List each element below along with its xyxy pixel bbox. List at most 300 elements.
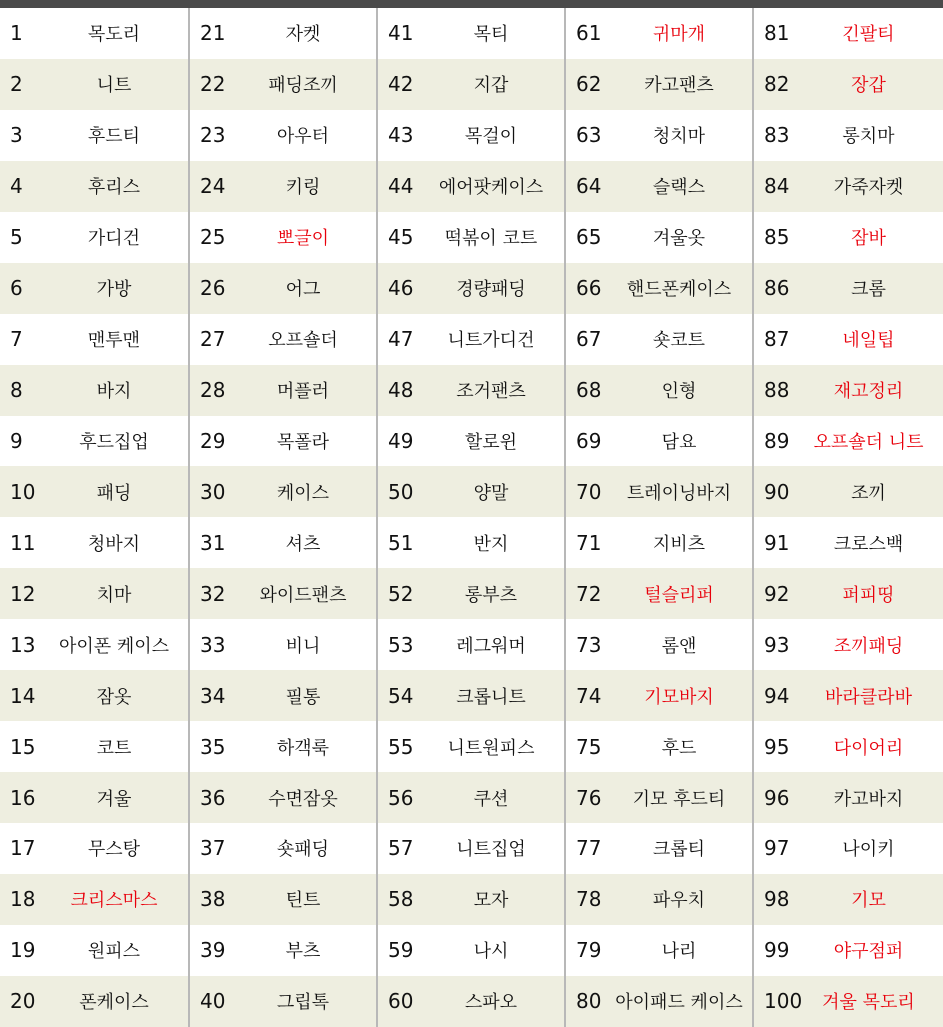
ranking-row — [754, 263, 943, 314]
keyword-label: 가방 — [96, 279, 132, 301]
keyword-label: 기모바지 — [644, 686, 714, 708]
keyword-label: 가죽자켓 — [833, 177, 904, 199]
keyword-label: 기모 — [851, 890, 886, 912]
keyword-label: 치마 — [96, 584, 132, 606]
keyword-label: 스파오 — [464, 992, 518, 1014]
ranking-row — [0, 365, 188, 416]
ranking-row — [378, 314, 564, 365]
rank-number: 17 — [10, 836, 36, 861]
keyword-label: 맨투맨 — [87, 330, 141, 352]
ranking-row — [754, 212, 943, 263]
rank-number: 60 — [388, 989, 414, 1014]
ranking-row — [378, 517, 564, 568]
rank-number: 18 — [10, 887, 36, 912]
ranking-column — [188, 8, 376, 1027]
rank-number: 94 — [764, 683, 790, 708]
rank-number: 31 — [200, 530, 226, 555]
keyword-label: 네일팁 — [842, 330, 895, 352]
rank-number: 80 — [576, 989, 602, 1014]
keyword-label: 패딩 — [96, 482, 132, 504]
rank-number: 47 — [388, 327, 414, 352]
keyword-label: 쿠션 — [473, 788, 509, 810]
rank-number: 75 — [576, 734, 602, 759]
rank-number: 49 — [388, 428, 414, 453]
rank-number: 26 — [200, 276, 226, 301]
keyword-label: 야구점퍼 — [833, 941, 904, 963]
top-bar — [0, 0, 943, 8]
keyword-label: 머플러 — [276, 381, 330, 403]
keyword-label: 에어팟케이스 — [438, 177, 544, 199]
rank-number: 87 — [764, 327, 790, 352]
rank-number: 35 — [200, 734, 226, 759]
rank-number: 36 — [200, 785, 226, 810]
ranking-row — [0, 59, 188, 110]
keyword-label: 카고팬츠 — [644, 75, 714, 97]
keyword-label: 잠옷 — [96, 686, 132, 708]
ranking-row — [0, 161, 188, 212]
rank-number: 25 — [200, 225, 226, 250]
rank-number: 51 — [388, 530, 414, 555]
ranking-row — [378, 772, 564, 823]
ranking-row — [0, 466, 188, 517]
keyword-label: 케이스 — [276, 482, 330, 504]
rank-number: 86 — [764, 276, 790, 301]
rank-number: 42 — [388, 72, 414, 97]
rank-number: 52 — [388, 581, 414, 606]
ranking-row — [378, 925, 564, 976]
rank-number: 40 — [200, 989, 226, 1014]
ranking-row — [378, 161, 564, 212]
keyword-label: 패딩조끼 — [268, 75, 338, 97]
ranking-row — [0, 925, 188, 976]
keyword-label: 니트가디건 — [447, 330, 535, 352]
keyword-label: 나시 — [473, 941, 509, 963]
ranking-row — [378, 263, 564, 314]
ranking-row — [190, 8, 376, 59]
keyword-label: 장갑 — [851, 75, 886, 97]
rank-number: 76 — [576, 785, 602, 810]
ranking-row — [566, 314, 752, 365]
rank-number: 28 — [200, 378, 226, 403]
ranking-row — [754, 8, 943, 59]
ranking-row — [190, 823, 376, 874]
ranking-row — [0, 416, 188, 467]
ranking-row — [378, 365, 564, 416]
keyword-label: 바라클라바 — [825, 686, 912, 708]
rank-number: 97 — [764, 836, 790, 861]
rank-number: 59 — [388, 938, 414, 963]
keyword-label: 셔츠 — [285, 533, 321, 555]
ranking-row — [378, 874, 564, 925]
ranking-row — [566, 110, 752, 161]
ranking-row — [566, 517, 752, 568]
ranking-row — [378, 568, 564, 619]
keyword-label: 귀마개 — [652, 24, 706, 46]
keyword-label: 코트 — [96, 737, 132, 759]
ranking-row — [754, 670, 943, 721]
ranking-row — [190, 772, 376, 823]
ranking-row — [566, 8, 752, 59]
rank-number: 48 — [388, 378, 414, 403]
ranking-row — [0, 314, 188, 365]
ranking-row — [566, 721, 752, 772]
rank-number: 1 — [10, 21, 23, 46]
ranking-row — [378, 670, 564, 721]
ranking-row — [190, 314, 376, 365]
rank-number: 5 — [10, 225, 23, 250]
keyword-label: 청치마 — [652, 126, 706, 148]
ranking-row — [754, 314, 943, 365]
rank-number: 62 — [576, 72, 602, 97]
rank-number: 65 — [576, 225, 602, 250]
rank-number: 32 — [200, 581, 226, 606]
keyword-label: 비니 — [285, 635, 321, 657]
ranking-row — [754, 365, 943, 416]
rank-number: 46 — [388, 276, 414, 301]
keyword-label: 니트 — [96, 75, 132, 97]
keyword-label: 자켓 — [285, 24, 321, 46]
ranking-row — [190, 416, 376, 467]
keyword-label: 와이드팬츠 — [259, 584, 347, 606]
rank-number: 83 — [764, 123, 790, 148]
rank-number: 100 — [764, 989, 803, 1014]
keyword-label: 긴팔티 — [842, 24, 895, 46]
rank-number: 16 — [10, 785, 36, 810]
rank-number: 4 — [10, 174, 23, 199]
rank-number: 84 — [764, 174, 790, 199]
keyword-label: 반지 — [473, 533, 509, 555]
keyword-label: 기모 후드티 — [632, 788, 726, 810]
keyword-label: 오프숄더 니트 — [813, 431, 924, 453]
keyword-label: 털슬리퍼 — [644, 584, 714, 606]
keyword-label: 인형 — [661, 381, 697, 403]
ranking-row — [378, 8, 564, 59]
keyword-label: 필통 — [285, 686, 321, 708]
rank-number: 39 — [200, 938, 226, 963]
rank-number: 74 — [576, 683, 602, 708]
rank-number: 12 — [10, 581, 36, 606]
rank-number: 22 — [200, 72, 226, 97]
ranking-row — [754, 416, 943, 467]
ranking-row — [0, 110, 188, 161]
keyword-label: 크리스마스 — [70, 890, 158, 912]
ranking-row — [754, 976, 943, 1027]
rank-number: 44 — [388, 174, 414, 199]
ranking-row — [378, 619, 564, 670]
ranking-row — [566, 619, 752, 670]
rank-number: 45 — [388, 225, 414, 250]
keyword-label: 겨울 — [96, 788, 132, 810]
keyword-label: 목폴라 — [276, 431, 330, 453]
ranking-row — [378, 59, 564, 110]
rank-number: 27 — [200, 327, 226, 352]
keyword-label: 지갑 — [473, 75, 509, 97]
rank-number: 24 — [200, 174, 226, 199]
keyword-label: 양말 — [473, 482, 509, 504]
keyword-label: 재고정리 — [833, 381, 904, 403]
ranking-row — [566, 59, 752, 110]
ranking-row — [754, 619, 943, 670]
keyword-label: 후드티 — [87, 126, 141, 148]
rank-number: 19 — [10, 938, 36, 963]
ranking-row — [754, 823, 943, 874]
keyword-label: 폰케이스 — [79, 992, 149, 1014]
keyword-label: 나이키 — [842, 839, 895, 861]
rank-number: 41 — [388, 21, 414, 46]
keyword-label: 바지 — [96, 381, 132, 403]
rank-number: 72 — [576, 581, 602, 606]
rank-number: 92 — [764, 581, 790, 606]
keyword-label: 퍼피띵 — [842, 584, 895, 606]
keyword-label: 무스탕 — [87, 839, 141, 861]
ranking-row — [190, 568, 376, 619]
ranking-row — [566, 976, 752, 1027]
keyword-label: 목걸이 — [464, 126, 518, 148]
keyword-label: 그립톡 — [276, 992, 330, 1014]
ranking-row — [378, 976, 564, 1027]
keyword-label: 잠바 — [851, 228, 886, 250]
ranking-row — [190, 466, 376, 517]
ranking-row — [190, 874, 376, 925]
keyword-label: 지비츠 — [652, 533, 706, 555]
rank-number: 73 — [576, 632, 602, 657]
ranking-row — [190, 110, 376, 161]
rank-number: 61 — [576, 21, 602, 46]
ranking-row — [754, 568, 943, 619]
keyword-label: 파우치 — [652, 890, 706, 912]
ranking-row — [190, 59, 376, 110]
rank-number: 8 — [10, 378, 23, 403]
keyword-label: 뽀글이 — [276, 228, 330, 250]
keyword-label: 아우터 — [276, 126, 330, 148]
ranking-row — [378, 110, 564, 161]
ranking-row — [754, 925, 943, 976]
ranking-row — [0, 8, 188, 59]
keyword-label: 슬랙스 — [652, 177, 706, 199]
rank-number: 68 — [576, 378, 602, 403]
keyword-label: 모자 — [473, 890, 509, 912]
keyword-label: 목티 — [473, 24, 509, 46]
ranking-row — [0, 721, 188, 772]
ranking-row — [0, 619, 188, 670]
ranking-row — [566, 670, 752, 721]
rank-number: 91 — [764, 530, 790, 555]
rank-number: 20 — [10, 989, 36, 1014]
ranking-row — [378, 466, 564, 517]
keyword-label: 아이패드 케이스 — [615, 992, 743, 1014]
ranking-row — [378, 416, 564, 467]
ranking-row — [566, 823, 752, 874]
keyword-label: 겨울옷 — [652, 228, 706, 250]
rank-number: 82 — [764, 72, 790, 97]
ranking-row — [0, 212, 188, 263]
keyword-label: 오프숄더 — [268, 330, 338, 352]
ranking-row — [0, 976, 188, 1027]
rank-number: 43 — [388, 123, 414, 148]
keyword-label: 다이어리 — [833, 737, 904, 759]
rank-number: 53 — [388, 632, 414, 657]
ranking-row — [190, 925, 376, 976]
ranking-row — [378, 721, 564, 772]
rank-number: 79 — [576, 938, 602, 963]
ranking-row — [190, 670, 376, 721]
ranking-row — [0, 263, 188, 314]
rank-number: 96 — [764, 785, 790, 810]
rank-number: 23 — [200, 123, 226, 148]
keyword-label: 숏패딩 — [276, 839, 330, 861]
ranking-row — [190, 517, 376, 568]
rank-number: 13 — [10, 632, 36, 657]
rank-number: 81 — [764, 21, 790, 46]
rank-number: 33 — [200, 632, 226, 657]
rank-number: 15 — [10, 734, 36, 759]
ranking-row — [0, 568, 188, 619]
keyword-label: 원피스 — [87, 941, 141, 963]
keyword-label: 경량패딩 — [456, 279, 526, 301]
rank-number: 90 — [764, 479, 790, 504]
keyword-label: 겨울 목도리 — [822, 992, 915, 1014]
ranking-row — [754, 874, 943, 925]
keyword-label: 크로스백 — [833, 533, 904, 555]
ranking-row — [754, 721, 943, 772]
keyword-label: 크롭티 — [652, 839, 706, 861]
keyword-label: 후리스 — [87, 177, 141, 199]
keyword-label: 롱부츠 — [464, 584, 518, 606]
rank-number: 93 — [764, 632, 790, 657]
keyword-label: 부츠 — [285, 941, 321, 963]
ranking-row — [190, 619, 376, 670]
keyword-label: 카고바지 — [833, 788, 904, 810]
keyword-label: 조거팬츠 — [456, 381, 526, 403]
rank-number: 67 — [576, 327, 602, 352]
rank-number: 56 — [388, 785, 414, 810]
ranking-column — [0, 8, 188, 1027]
keyword-label: 가디건 — [87, 228, 141, 250]
ranking-row — [566, 568, 752, 619]
keyword-label: 청바지 — [87, 533, 141, 555]
ranking-row — [566, 161, 752, 212]
rank-number: 88 — [764, 378, 790, 403]
keyword-label: 숏코트 — [652, 330, 706, 352]
keyword-label: 니트원피스 — [447, 737, 535, 759]
ranking-row — [190, 161, 376, 212]
ranking-row — [0, 670, 188, 721]
ranking-column — [564, 8, 752, 1027]
keyword-label: 트레이닝바지 — [626, 482, 732, 504]
keyword-label: 크롬 — [851, 279, 886, 301]
keyword-label: 니트집업 — [456, 839, 526, 861]
keyword-label: 크롭니트 — [456, 686, 526, 708]
rank-number: 50 — [388, 479, 414, 504]
keyword-label: 레그워머 — [456, 635, 526, 657]
ranking-row — [190, 976, 376, 1027]
rank-number: 64 — [576, 174, 602, 199]
rank-number: 29 — [200, 428, 226, 453]
ranking-row — [566, 263, 752, 314]
rank-number: 69 — [576, 428, 602, 453]
rank-number: 89 — [764, 428, 790, 453]
ranking-row — [754, 466, 943, 517]
keyword-label: 아이폰 케이스 — [58, 635, 170, 657]
ranking-row — [566, 365, 752, 416]
rank-number: 85 — [764, 225, 790, 250]
rank-number: 30 — [200, 479, 226, 504]
keyword-label: 하객룩 — [276, 737, 330, 759]
rank-number: 34 — [200, 683, 226, 708]
rank-number: 78 — [576, 887, 602, 912]
rank-number: 57 — [388, 836, 414, 861]
ranking-column — [376, 8, 564, 1027]
keyword-label: 후드집업 — [79, 431, 149, 453]
keyword-label: 롱치마 — [842, 126, 895, 148]
keyword-label: 떡볶이 코트 — [444, 228, 538, 250]
rank-number: 11 — [10, 530, 36, 555]
rank-number: 38 — [200, 887, 226, 912]
rank-number: 63 — [576, 123, 602, 148]
ranking-row — [566, 466, 752, 517]
ranking-row — [754, 161, 943, 212]
ranking-row — [566, 925, 752, 976]
ranking-row — [0, 823, 188, 874]
ranking-row — [190, 263, 376, 314]
ranking-row — [566, 212, 752, 263]
ranking-row — [378, 212, 564, 263]
ranking-row — [566, 772, 752, 823]
ranking-row — [754, 517, 943, 568]
keyword-label: 조끼 — [851, 482, 886, 504]
rank-number: 71 — [576, 530, 602, 555]
rank-number: 7 — [10, 327, 23, 352]
rank-number: 98 — [764, 887, 790, 912]
rank-number: 99 — [764, 938, 790, 963]
rank-number: 37 — [200, 836, 226, 861]
keyword-label: 담요 — [661, 431, 697, 453]
rank-number: 58 — [388, 887, 414, 912]
ranking-row — [190, 212, 376, 263]
rank-number: 54 — [388, 683, 414, 708]
rank-number: 66 — [576, 276, 602, 301]
ranking-column — [752, 8, 943, 1027]
ranking-row — [754, 59, 943, 110]
ranking-row — [754, 772, 943, 823]
ranking-row — [566, 874, 752, 925]
rank-number: 77 — [576, 836, 602, 861]
keyword-label: 수면잠옷 — [268, 788, 338, 810]
rank-number: 95 — [764, 734, 790, 759]
ranking-row — [378, 823, 564, 874]
keyword-label: 나리 — [661, 941, 697, 963]
ranking-row — [190, 721, 376, 772]
keyword-label: 할로윈 — [464, 431, 518, 453]
keyword-label: 목도리 — [87, 24, 141, 46]
rank-number: 10 — [10, 479, 36, 504]
ranking-row — [190, 365, 376, 416]
keyword-label: 후드 — [661, 737, 697, 759]
rank-number: 55 — [388, 734, 414, 759]
rank-number: 9 — [10, 428, 23, 453]
keyword-label: 어그 — [285, 279, 321, 301]
rank-number: 14 — [10, 683, 36, 708]
rank-number: 21 — [200, 21, 226, 46]
rank-number: 70 — [576, 479, 602, 504]
ranking-row — [566, 416, 752, 467]
ranking-row — [0, 517, 188, 568]
keyword-label: 조끼패딩 — [833, 635, 904, 657]
keyword-label: 틴트 — [285, 890, 321, 912]
ranking-row — [0, 772, 188, 823]
ranking-row — [754, 110, 943, 161]
keyword-label: 핸드폰케이스 — [626, 279, 732, 301]
